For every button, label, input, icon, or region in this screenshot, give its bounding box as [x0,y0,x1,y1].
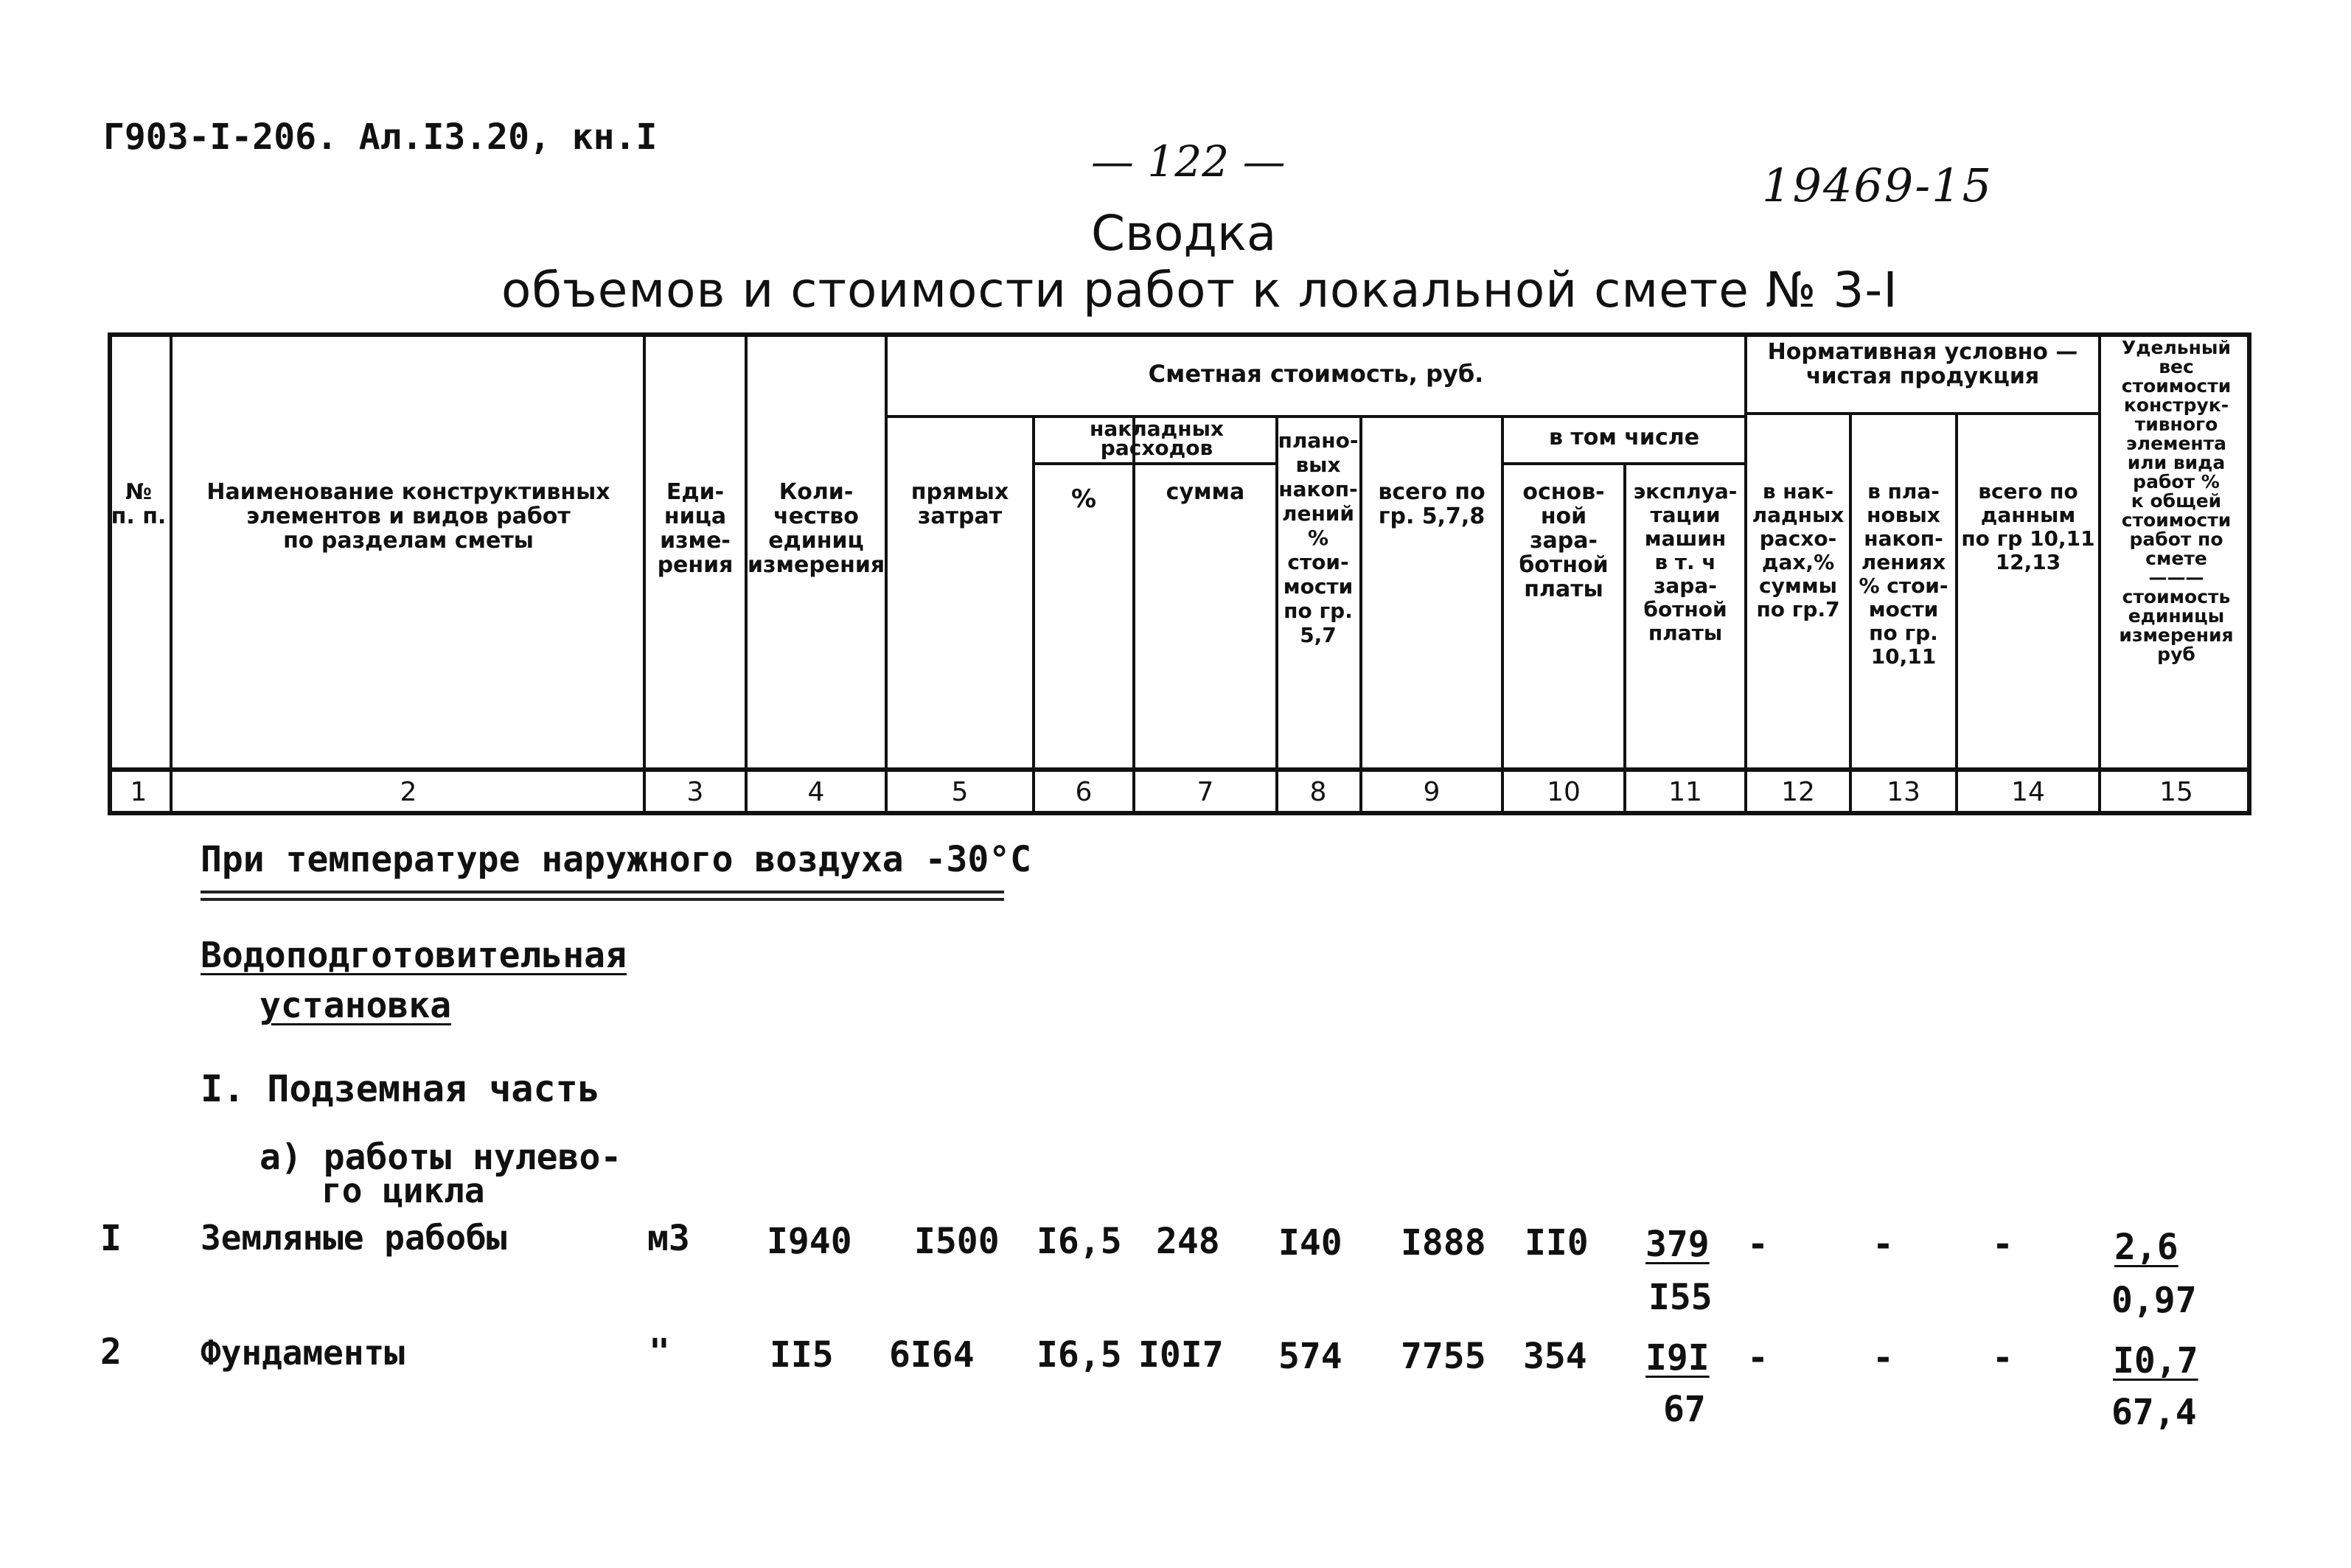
subpart-heading-continued: го цикла [321,1171,485,1210]
row-number: I [100,1218,122,1259]
column-number: 12 [1781,777,1815,807]
column-number: 9 [1423,777,1441,807]
header-machine-operation: эксплуа- тации машин в т. ч зара- ботной платы [1633,479,1738,645]
row-overhead-share: - [1747,1224,1769,1265]
row-unit-cost: 0,97 [2111,1280,2197,1321]
row-name: Фундаменты [201,1333,405,1373]
row-machine-operation: 379 [1645,1224,1710,1265]
column-number: 7 [1197,777,1214,807]
header-direct-costs: прямых затрат [910,479,1009,529]
column-number: 13 [1887,777,1920,807]
column-number: 14 [2011,777,2045,807]
unit-heading-continued: установка [260,985,452,1026]
row-specific-weight: 2,6 [2114,1227,2178,1268]
header-overhead-sum: сумма [1166,479,1245,505]
row-specific-weight: I0,7 [2113,1340,2198,1381]
document-reference: Г903-I-206. Ал.I3.20, кн.I [103,116,658,158]
header-normative-total: всего по данным по гр 10,11 12,13 [1961,479,2095,574]
row-machine-operation: I9I [1645,1337,1710,1379]
column-number: 10 [1547,777,1581,807]
header-estimated-cost: Сметная стоимость, руб. [1148,360,1484,388]
row-quantity: II5 [770,1334,834,1376]
column-number: 6 [1075,777,1093,807]
column-number: 2 [400,777,417,807]
row-overhead-share: - [1747,1337,1769,1379]
row-normative-total: - [1992,1224,2013,1265]
column-number: 8 [1309,777,1327,807]
header-overhead-percent: % [1070,484,1097,514]
row-direct-costs: I500 [914,1221,1000,1262]
column-number: 11 [1668,777,1702,807]
row-unit: " [649,1331,670,1373]
header-overhead-share: в нак- ладных расхо- дах,% суммы по гр.7 [1752,479,1845,621]
header-total: всего по гр. 5,7,8 [1378,479,1486,529]
temperature-heading: При температуре наружного воздуха -30°С [201,839,1032,880]
document-subtitle: объемов и стоимости работ к локальной смете № 3-I [501,262,1898,318]
column-number: 4 [807,777,825,807]
unit-heading: Водоподготовительная [201,935,627,976]
header-element-name: Наименование конструктивных элементов и видов работ по разделам сметы [206,479,610,554]
header-planned-share: в пла- новых накоп- лениях % стои- мости по гр. 10,11 [1859,479,1948,669]
table-header [108,332,2251,815]
column-number: 5 [951,777,969,807]
row-unit-cost: 67,4 [2111,1392,2197,1433]
row-planned-savings: I40 [1278,1222,1342,1264]
row-planned-share: - [1873,1224,1894,1265]
row-normative-total: - [1992,1337,2013,1379]
page-number: — 122 — [1091,136,1286,187]
part-heading: I. Подземная часть [201,1067,600,1110]
column-number: 1 [130,777,147,807]
row-overhead-sum: 248 [1156,1221,1220,1262]
row-planned-savings: 574 [1278,1336,1342,1377]
header-base-wages: основ- ной зара- ботной платы [1519,479,1609,602]
row-direct-costs: 6I64 [889,1334,975,1376]
row-base-wages: 354 [1523,1336,1587,1377]
header-specific-weight: Удельный вес стоимости конструк- тивного элемента или вида работ % к общей стоимости работ по смете ——— стоимость единицы измерения руб [2119,337,2234,665]
row-total: I888 [1401,1222,1486,1264]
header-including: в том числе [1548,425,1700,450]
subpart-heading: а) работы нулево- [260,1137,622,1178]
header-unit: Еди- ница изме- рения [657,479,734,578]
row-total: 7755 [1401,1336,1486,1377]
row-base-wages: II0 [1525,1222,1589,1264]
row-overhead-percent: I6,5 [1037,1221,1122,1262]
row-quantity: I940 [767,1221,852,1262]
header-quantity: Коли- чество единиц измерения [748,479,885,578]
row-unit: м3 [647,1218,690,1259]
row-planned-share: - [1873,1337,1894,1379]
column-number: 3 [686,777,704,807]
header-number: № п. п. [111,479,167,529]
document-number: 19469-15 [1762,158,1993,212]
header-normative-product: Нормативная условно — чистая продукция [1767,339,2078,389]
row-machine-wages: I55 [1648,1277,1713,1318]
column-number: 15 [2159,777,2193,807]
header-planned-savings: плано- вых накоп- лений % стои- мости по гр. 5,7 [1278,428,1359,647]
header-overhead: накладных расходов [1090,417,1224,460]
row-machine-wages: 67 [1663,1389,1706,1430]
row-overhead-sum: I0I7 [1138,1334,1224,1376]
row-number: 2 [100,1331,122,1373]
row-overhead-percent: I6,5 [1037,1334,1122,1376]
document-title: Сводка [1091,205,1277,262]
row-name: Земляные рабобы [201,1218,507,1258]
